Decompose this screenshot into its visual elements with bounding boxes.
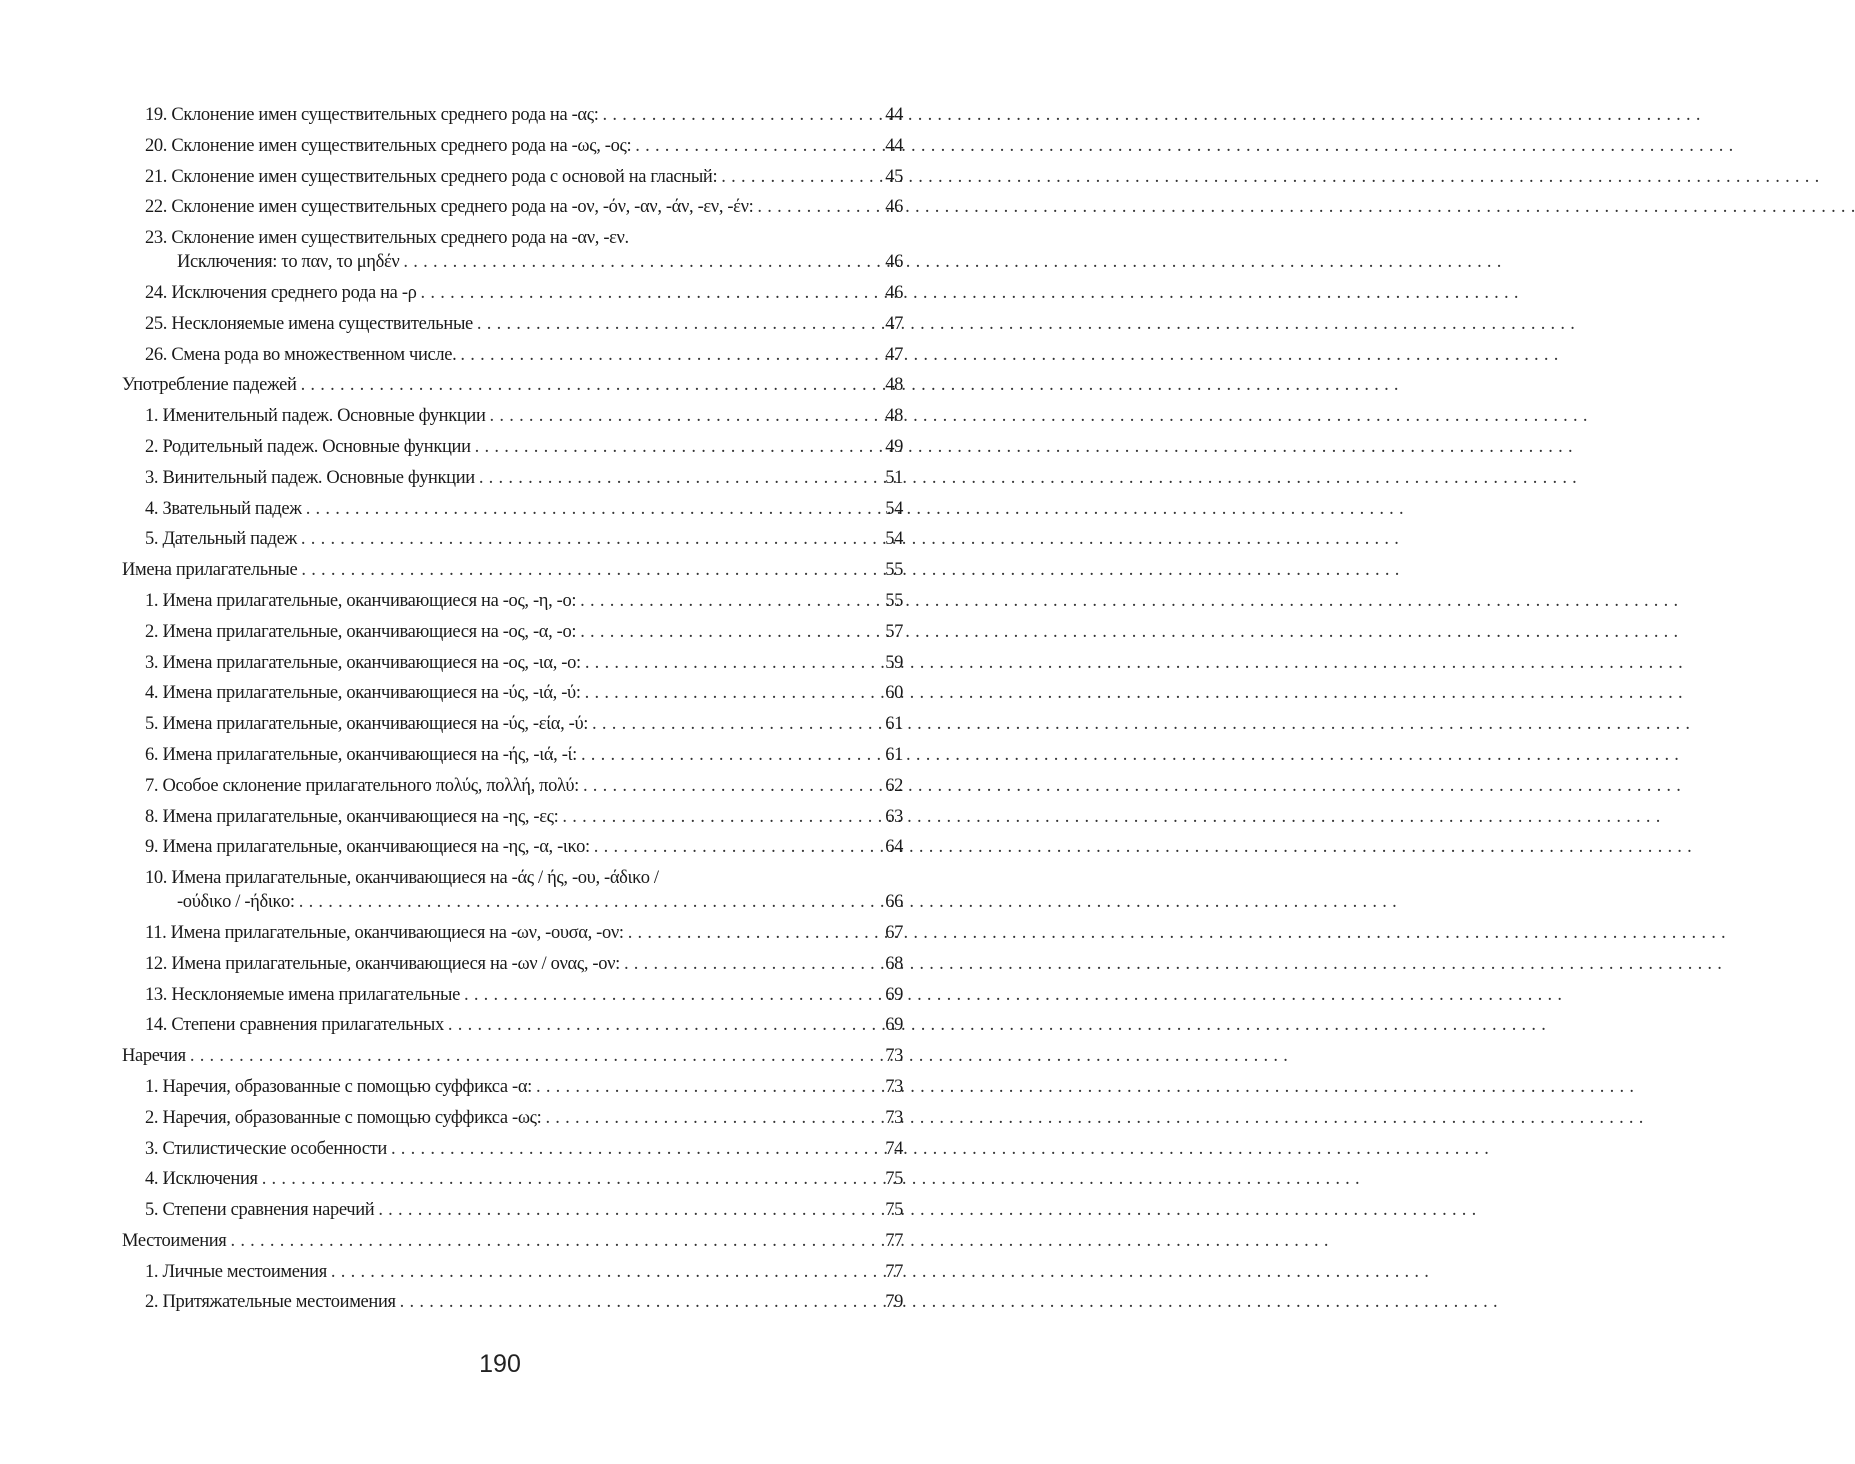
entry-page-number: 75	[885, 1169, 903, 1190]
toc-entry	[0, 401, 1000, 432]
entry-title: 1. Личные местоимения	[145, 1261, 327, 1282]
dot-leader	[721, 162, 877, 193]
entry-page-number: 54	[885, 529, 903, 550]
entry-title: 2. Наречия, образованные с помощью суффикса -ως:	[145, 1107, 542, 1128]
entry-title: 5. Имена прилагательные, оканчивающиеся на -ύς, -εία, -ύ:	[145, 714, 589, 735]
dot-leader	[301, 524, 877, 555]
entry-page-number: 66	[885, 892, 903, 913]
entry-page-number: 48	[885, 406, 903, 427]
page-number: 190	[479, 1350, 521, 1378]
entry-title: 21. Склонение имен существительных среднего рода с основой на гласный:	[145, 166, 718, 187]
dot-leader	[536, 1072, 877, 1103]
toc-entry	[0, 771, 1000, 802]
entry-title: 26. Смена рода во множественном числе.	[145, 344, 457, 365]
entry-page-number: 46	[885, 282, 903, 303]
toc-entry	[0, 1103, 1000, 1134]
entry-title: 24. Исключения среднего рода на -ρ	[145, 282, 417, 303]
dot-leader	[475, 432, 877, 463]
entry-page-number: 77	[885, 1230, 903, 1251]
entry-page-number: 61	[885, 714, 903, 735]
entry-title-continuation: -ούδικο / -ήδικο:	[177, 892, 295, 913]
entry-page-number: 69	[885, 1015, 903, 1036]
entry-page-number: 73	[885, 1107, 903, 1128]
toc-entry	[0, 678, 1000, 709]
dot-leader	[583, 771, 877, 802]
dot-leader	[477, 309, 877, 340]
entry-title: Наречия	[122, 1046, 186, 1067]
entry-page-number: 49	[885, 436, 903, 457]
entry-title: 23. Склонение имен существительных среднего рода на -αν, -εν.	[145, 228, 629, 249]
entry-page-number: 45	[885, 166, 903, 187]
entry-title-continuation: Исключения: το παν, το μηδέν	[177, 252, 400, 273]
dot-leader	[378, 1195, 877, 1226]
dot-leader	[757, 192, 877, 223]
dot-leader	[581, 740, 877, 771]
entry-title: 19. Склонение имен существительных среднего рода на -ας:	[145, 105, 599, 125]
dot-leader	[562, 802, 877, 833]
entry-page-number: 46	[885, 197, 903, 218]
entry-page-number: 79	[885, 1292, 903, 1313]
dot-leader	[331, 1257, 877, 1288]
entry-title: 12. Имена прилагательные, оканчивающиеся на -ων / ονας, -ον:	[145, 953, 620, 974]
table-of-contents	[0, 100, 1000, 1318]
entry-title: 3. Винительный падеж. Основные функции	[145, 467, 475, 488]
dot-leader	[580, 586, 877, 617]
entry-page-number: 73	[885, 1046, 903, 1067]
dot-leader	[545, 1103, 877, 1134]
entry-title: 4. Имена прилагательные, оканчивающиеся на -ύς, -ιά, -ύ:	[145, 683, 581, 704]
dot-leader	[448, 1010, 877, 1041]
toc-entry	[0, 802, 1000, 833]
toc-entry	[0, 586, 1000, 617]
toc-section	[0, 1041, 1000, 1072]
dot-leader	[400, 1287, 877, 1318]
dot-leader	[301, 370, 877, 401]
entry-page-number: 46	[885, 252, 903, 273]
dot-leader	[262, 1164, 877, 1195]
toc-entry	[0, 980, 1000, 1011]
dot-leader	[391, 1134, 877, 1165]
dot-leader	[403, 247, 877, 278]
dot-leader	[460, 340, 877, 371]
entry-title: 25. Несклоняемые имена существительные	[145, 313, 473, 334]
entry-title: Употребление падежей	[122, 375, 297, 396]
dot-leader	[230, 1226, 877, 1257]
entry-page-number: 47	[885, 313, 903, 334]
entry-page-number: 48	[885, 375, 903, 396]
entry-title: 14. Степени сравнения прилагательных	[145, 1015, 444, 1036]
entry-page-number: 51	[885, 467, 903, 488]
entry-title: 4. Звательный падеж	[145, 498, 302, 519]
entry-title: 13. Несклоняемые имена прилагательные	[145, 984, 460, 1005]
toc-entry	[0, 278, 1000, 309]
toc-entry	[0, 918, 1000, 949]
entry-page-number: 44	[885, 105, 903, 125]
dot-leader	[306, 494, 877, 525]
entry-title: 1. Наречия, образованные с помощью суффикса -α:	[145, 1076, 532, 1097]
toc-entry	[0, 1010, 1000, 1041]
toc-section	[0, 1226, 1000, 1257]
entry-page-number: 64	[885, 837, 903, 858]
toc-entry	[0, 648, 1000, 679]
toc-entry	[0, 192, 1000, 223]
toc-entry	[0, 432, 1000, 463]
entry-page-number: 55	[885, 590, 903, 611]
toc-entry	[0, 340, 1000, 371]
entry-title: 5. Дательный падеж	[145, 529, 297, 550]
dot-leader	[421, 278, 877, 309]
dot-leader	[580, 617, 877, 648]
toc-entry	[0, 832, 1000, 863]
dot-leader	[635, 131, 877, 162]
toc-entry	[0, 100, 1000, 131]
toc-entry	[0, 524, 1000, 555]
entry-title: 10. Имена прилагательные, оканчивающиеся на -άς / ής, -ου, -άδικο /	[145, 868, 659, 889]
entry-page-number: 60	[885, 683, 903, 704]
dot-leader	[594, 832, 877, 863]
dot-leader	[299, 887, 877, 918]
entry-page-number: 57	[885, 621, 903, 642]
dot-leader	[301, 555, 877, 586]
entry-page-number: 62	[885, 775, 903, 796]
entry-page-number: 73	[885, 1076, 903, 1097]
toc-entry	[0, 1257, 1000, 1288]
dot-leader	[464, 980, 877, 1011]
entry-page-number: 54	[885, 498, 903, 519]
toc-entry	[0, 1164, 1000, 1195]
dot-leader	[190, 1041, 877, 1072]
entry-title: 1. Именительный падеж. Основные функции	[145, 406, 486, 427]
dot-leader	[585, 678, 877, 709]
dot-leader	[585, 648, 877, 679]
toc-entry	[0, 617, 1000, 648]
entry-page-number: 68	[885, 953, 903, 974]
entry-title: 6. Имена прилагательные, оканчивающиеся на -ής, -ιά, -ί:	[145, 744, 577, 765]
dot-leader	[592, 709, 877, 740]
entry-title: 9. Имена прилагательные, оканчивающиеся на -ης, -α, -ικο:	[145, 837, 590, 858]
entry-page-number: 55	[885, 560, 903, 581]
entry-page-number: 67	[885, 922, 903, 943]
entry-title: 4. Исключения	[145, 1169, 258, 1190]
toc-entry	[0, 309, 1000, 340]
entry-page-number: 59	[885, 652, 903, 673]
entry-title: 20. Склонение имен существительных среднего рода на -ως, -ος:	[145, 135, 632, 156]
toc-entry	[0, 1134, 1000, 1165]
toc-entry	[0, 863, 1000, 918]
entry-page-number: 47	[885, 344, 903, 365]
entry-title: 3. Имена прилагательные, оканчивающиеся на -ος, -ια, -ο:	[145, 652, 581, 673]
dot-leader	[628, 918, 877, 949]
toc-entry	[0, 740, 1000, 771]
entry-title: Имена прилагательные	[122, 560, 298, 581]
entry-title: 5. Степени сравнения наречий	[145, 1200, 375, 1221]
entry-title: 8. Имена прилагательные, оканчивающиеся на -ης, -ες:	[145, 806, 559, 827]
toc-entry	[0, 162, 1000, 193]
toc-section	[0, 370, 1000, 401]
entry-title: Местоимения	[122, 1230, 227, 1251]
entry-title: 2. Родительный падеж. Основные функции	[145, 436, 471, 457]
toc-entry	[0, 1287, 1000, 1318]
entry-title: 22. Склонение имен существительных среднего рода на -ον, -όν, -αν, -άν, -εν, -έν:	[145, 197, 754, 218]
dot-leader	[624, 949, 877, 980]
toc-entry	[0, 709, 1000, 740]
dot-leader	[479, 463, 877, 494]
entry-page-number: 77	[885, 1261, 903, 1282]
entry-page-number: 75	[885, 1200, 903, 1221]
toc-entry	[0, 1072, 1000, 1103]
entry-title: 7. Особое склонение прилагательного πολύς, πολλή, πολύ:	[145, 775, 579, 796]
toc-entry	[0, 463, 1000, 494]
entry-title: 2. Притяжательные местоимения	[145, 1292, 396, 1313]
toc-section	[0, 555, 1000, 586]
entry-title: 1. Имена прилагательные, оканчивающиеся на -ος, -η, -ο:	[145, 590, 577, 611]
toc-entry	[0, 223, 1000, 278]
entry-page-number: 63	[885, 806, 903, 827]
entry-title: 11. Имена прилагательные, оканчивающиеся на -ων, -ουσα, -ον:	[145, 922, 624, 943]
toc-entry	[0, 131, 1000, 162]
toc-entry	[0, 1195, 1000, 1226]
entry-page-number: 69	[885, 984, 903, 1005]
dot-leader	[603, 100, 877, 131]
entry-title: 2. Имена прилагательные, оканчивающиеся на -ος, -α, -ο:	[145, 621, 577, 642]
dot-leader	[490, 401, 877, 432]
entry-title: 3. Стилистические особенности	[145, 1138, 387, 1159]
toc-entry	[0, 494, 1000, 525]
entry-page-number: 74	[885, 1138, 903, 1159]
entry-page-number: 44	[885, 135, 903, 156]
toc-entry	[0, 949, 1000, 980]
entry-page-number: 61	[885, 744, 903, 765]
